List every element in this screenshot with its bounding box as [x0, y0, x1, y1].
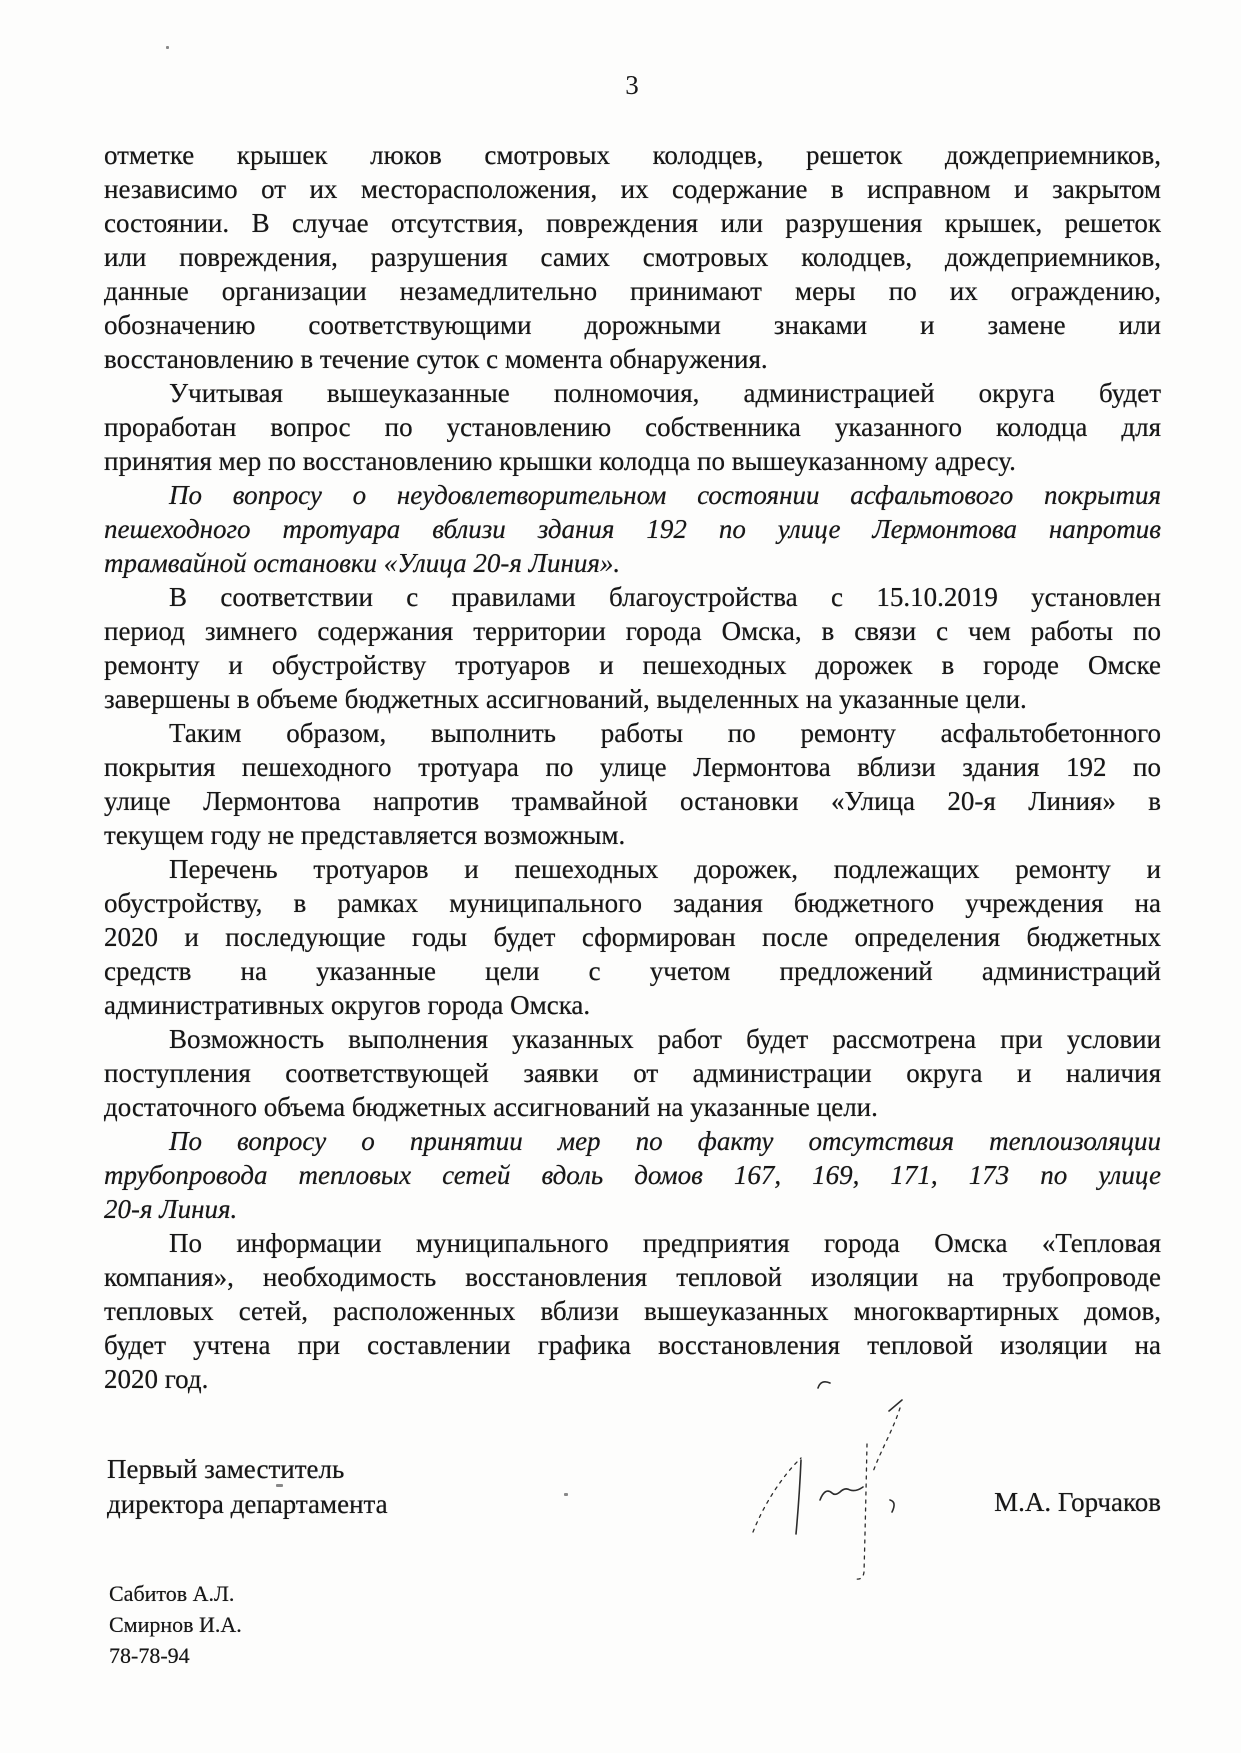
text-line: Таким образом, выполнить работы по ремонту асфальтобетонного — [169, 718, 1161, 748]
text-line: Перечень тротуаров и пешеходных дорожек, подлежащих ремонту и — [169, 854, 1161, 884]
text-line: Учитывая вышеуказанные полномочия, администрацией округа будет — [169, 378, 1161, 408]
text-line: состоянии. В случае отсутствия, повреждения или разрушения крышек, решеток — [104, 208, 1161, 238]
text-line: компания», необходимость восстановления тепловой изоляции на трубопроводе — [104, 1262, 1161, 1292]
paragraph — [104, 478, 1161, 580]
text-line: обозначению соответствующими дорожными знаками и замене или — [104, 310, 1161, 340]
signer-title-line: директора департамента — [107, 1489, 388, 1519]
signer-title-line: Первый заместитель — [107, 1454, 345, 1484]
text-line: 2020 и последующие годы будет сформирован после определения бюджетных — [104, 922, 1161, 952]
handwritten-signature — [728, 1372, 923, 1597]
text-line: улице Лермонтова напротив трамвайной остановки «Улица 20-я Линия» в — [104, 786, 1161, 816]
scan-noise-dot — [166, 46, 169, 49]
text-line: По вопросу о принятии мер по факту отсутствия теплоизоляции — [169, 1126, 1161, 1156]
paragraph — [104, 852, 1161, 1022]
text-line: или повреждения, разрушения самих смотровых колодцев, дождеприемников, — [104, 242, 1161, 272]
text-line: принятия мер по восстановлению крышки колодца по вышеуказанному адресу. — [104, 446, 1016, 476]
text-line: отметке крышек люков смотровых колодцев, решеток дождеприемников, — [104, 140, 1161, 170]
scan-noise-dot — [564, 1493, 568, 1496]
text-line: средств на указанные цели с учетом предложений администраций — [104, 956, 1161, 986]
text-line: независимо от их месторасположения, их содержание в исправном и закрытом — [104, 174, 1161, 204]
text-line: тепловых сетей, расположенных вблизи вышеуказанных многоквартирных домов, — [104, 1296, 1161, 1326]
paragraph — [104, 1124, 1161, 1226]
text-line: 20-я Линия. — [104, 1194, 238, 1224]
executor-line: Смирнов И.А. — [109, 1612, 242, 1637]
paragraph — [104, 1226, 1161, 1396]
text-line: ремонту и обустройству тротуаров и пешеходных дорожек в городе Омске — [104, 650, 1161, 680]
paragraph — [104, 138, 1161, 376]
text-line: поступления соответствующей заявки от администрации округа и наличия — [104, 1058, 1161, 1088]
text-line: период зимнего содержания территории города Омска, в связи с чем работы по — [104, 616, 1161, 646]
text-line: По информации муниципального предприятия города Омска «Тепловая — [169, 1228, 1161, 1258]
text-line: По вопросу о неудовлетворительном состоянии асфальтового покрытия — [169, 480, 1161, 510]
paragraph — [104, 376, 1161, 478]
paragraph — [104, 1022, 1161, 1124]
text-line: текущем году не представляется возможным. — [104, 820, 626, 850]
text-line: В соответствии с правилами благоустройства с 15.10.2019 установлен — [169, 582, 1161, 612]
executor-line: Сабитов А.Л. — [109, 1581, 235, 1606]
text-line: будет учтена при составлении графика восстановления тепловой изоляции на — [104, 1330, 1161, 1360]
executor-line: 78-78-94 — [109, 1643, 190, 1668]
text-line: Возможность выполнения указанных работ будет рассмотрена при условии — [169, 1024, 1161, 1054]
page-number: 3 — [625, 70, 640, 100]
text-line: пешеходного тротуара вблизи здания 192 по улице Лермонтова напротив — [104, 514, 1161, 544]
text-line: данные организации незамедлительно принимают меры по их ограждению, — [104, 276, 1161, 306]
text-line: трамвайной остановки «Улица 20-я Линия». — [104, 548, 621, 578]
text-line: трубопровода тепловых сетей вдоль домов 167, 169, 171, 173 по улице — [104, 1160, 1161, 1190]
paragraph — [104, 580, 1161, 716]
text-line: 2020 год. — [104, 1364, 209, 1394]
signer-name: М.А. Горчаков — [994, 1487, 1161, 1517]
scan-noise-dot — [276, 1484, 283, 1487]
text-line: административных округов города Омска. — [104, 990, 591, 1020]
text-line: обустройству, в рамках муниципального задания бюджетного учреждения на — [104, 888, 1161, 918]
paragraph — [104, 716, 1161, 852]
text-line: завершены в объеме бюджетных ассигнований, выделенных на указанные цели. — [104, 684, 1027, 714]
text-line: достаточного объема бюджетных ассигнований на указанные цели. — [104, 1092, 878, 1122]
executor-block — [109, 1578, 242, 1671]
text-line: проработан вопрос по установлению собственника указанного колодца для — [104, 412, 1161, 442]
text-line: покрытия пешеходного тротуара по улице Лермонтова вблизи здания 192 по — [104, 752, 1161, 782]
letter-body — [104, 138, 1161, 1396]
text-line: восстановлению в течение суток с момента обнаружения. — [104, 344, 768, 374]
